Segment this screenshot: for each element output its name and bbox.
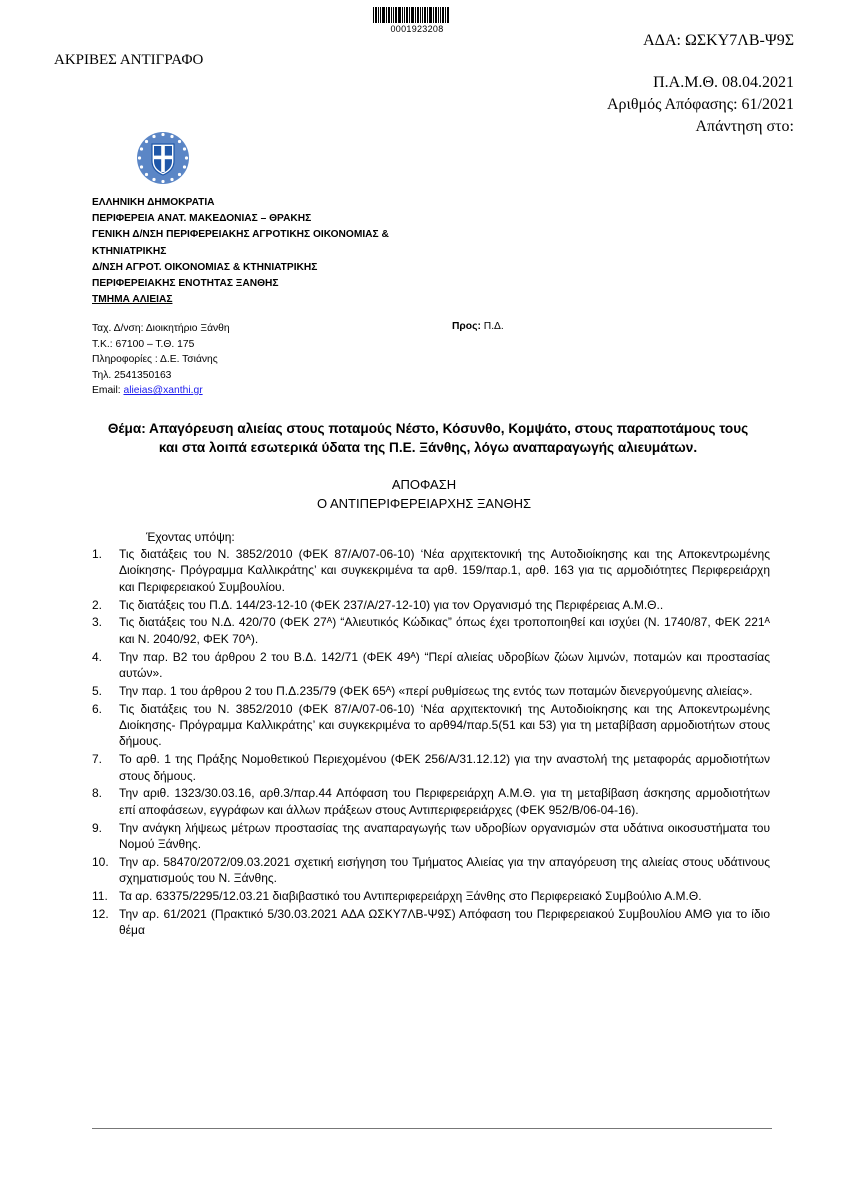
list-item-number: 7.	[92, 752, 103, 767]
list-item	[92, 888, 770, 904]
list-item-text: Τις διατάξεις του Ν.Δ. 420/70 (ΦΕΚ 27ᴬ) “Αλιευτικός Κώδικας” όπως έχει τροποποιηθεί και ισχύει (Ν. 1740/87, ΦΕΚ 221ᴬ και Ν. 2040/92, ΦΕΚ 70ᴬ).	[119, 615, 770, 646]
list-item-number: 2.	[92, 597, 103, 612]
list-item-number: 12.	[92, 906, 109, 921]
contact-postal: Τ.Κ.: 67100 – Τ.Θ. 175	[92, 338, 195, 350]
authority-line: Δ/ΝΣΗ ΑΓΡΟΤ. ΟΙΚΟΝΟΜΙΑΣ & ΚΤΗΝΙΑΤΡΙΚΗΣ	[92, 261, 318, 273]
list-item-text: Τις διατάξεις του Ν. 3852/2010 (ΦΕΚ 87/Α/07-06-10) ‘Νέα αρχιτεκτονική της Αυτοδιοίκησης και της Αποκεντρωμένης Διοίκησης- Πρόγραμμα Καλλικράτης’ και συγκεκριμένα το αρθ94/παρ.5(51 και 53) για τη μεταβίβαση αρμοδιοτήτων στους δήμους.	[119, 701, 770, 749]
contact-details	[92, 321, 230, 399]
ada-code: ΑΔΑ: ΩΣΚΥ7ΛΒ-Ψ9Σ	[643, 32, 794, 49]
list-item-text: Την αριθ. 1323/30.03.16, αρθ.3/παρ.44 Απόφαση του Περιφερειάρχη Α.Μ.Θ. για τη μεταβίβαση άσκησης αρμοδιοτήτων επί αποφάσεων, εγγράφων και άλλων πράξεων στους Αντιπεριφερειάρχες (ΦΕΚ 952/Β/06-04-16).	[119, 786, 770, 817]
authority-line: ΕΛΛΗΝΙΚΗ ΔΗΜΟΚΡΑΤΙΑ	[92, 197, 215, 208]
list-item-text: Τα αρ. 63375/2295/12.03.21 διαβιβαστικό του Αντιπεριφερειάρχη Ξάνθης στο Περιφερειακό Συμβούλιο Α.Μ.Θ.	[119, 889, 702, 904]
list-item-text: Την αρ. 58470/2072/09.03.2021 σχετική εισήγηση του Τμήματος Αλιείας για την απαγόρευση της αλιείας στους υδάτινους σχηματισμούς του Ν. Ξάνθης.	[119, 854, 770, 886]
list-item	[92, 854, 770, 887]
authority-line: ΠΕΡΙΦΕΡΕΙΑΚΗΣ ΕΝΟΤΗΤΑΣ ΞΑΝΘΗΣ	[92, 278, 279, 290]
footer-divider	[92, 1128, 772, 1129]
authority-line: ΚΤΗΝΙΑΤΡΙΚΗΣ	[92, 245, 167, 257]
list-item	[92, 751, 770, 784]
reply-to: Απάντηση στο:	[695, 118, 794, 135]
list-item	[92, 683, 770, 699]
list-item	[92, 701, 770, 750]
list-item	[92, 649, 770, 682]
list-item-text: Τις διατάξεις του Ν. 3852/2010 (ΦΕΚ 87/Α/07-06-10) ‘Νέα αρχιτεκτονική της Αυτοδιοίκησης και της Αποκεντρωμένης Διοίκησης- Πρόγραμμα Καλλικράτης’ και συγκεκριμένα τα αρθ. 159/παρ.1, αρθ. 163 για τις αρμοδιότητες Περιφερειάρχη και Περιφερειακού Συμβουλίου.	[119, 547, 770, 594]
greek-coat-of-arms-icon	[136, 131, 190, 185]
list-item-text: Το αρθ. 1 της Πράξης Νομοθετικού Περιεχομένου (ΦΕΚ 256/Α/31.12.12) για την αναστολή της μεταφοράς αρμοδιοτήτων στους δήμους.	[119, 752, 770, 783]
subject-label: Θέμα:	[107, 421, 146, 436]
list-item	[92, 785, 770, 818]
subject	[88, 419, 768, 457]
contact-email-row	[92, 383, 230, 399]
list-item-number: 5.	[92, 683, 103, 698]
list-item-text: Την παρ. 1 του άρθρου 2 του Π.Δ.235/79 (ΦΕΚ 65ᴬ) «περί ρυθμίσεως της εντός των ποταμών διενεργούμενης αλιείας».	[119, 683, 753, 698]
list-item	[92, 597, 770, 613]
considerations-list	[92, 546, 770, 940]
recipient	[452, 321, 504, 332]
list-item-number: 8.	[92, 786, 103, 801]
contact-info: Πληροφορίες : Δ.Ε. Τσιάνης	[92, 354, 218, 365]
list-item-number: 9.	[92, 820, 103, 835]
list-item-number: 10.	[92, 854, 109, 869]
list-item-text: Την ανάγκη λήψεως μέτρων προστασίας της αναπαραγωγής των υδροβίων οργανισμών στα υδάτινα οικοσυστήματα του Νομού Ξάνθης.	[119, 820, 770, 852]
issuing-authority	[92, 195, 452, 308]
decision-heading	[0, 475, 848, 513]
subject-line-1: Θέμα: Απαγόρευση αλιείας στους ποταμούς Νέστο, Κόσυνθο, Κομψάτο, στους παραποτάμους τους	[107, 421, 749, 436]
authority-line: ΓΕΝΙΚΗ Δ/ΝΣΗ ΠΕΡΙΦΕΡΕΙΑΚΗΣ ΑΓΡΟΤΙΚΗΣ ΟΙΚΟΝΟΜΙΑΣ &	[92, 229, 389, 241]
contact-address: Ταχ. Δ/νση: Διοικητήριο Ξάνθη	[92, 323, 230, 334]
barcode-number: 0001923208	[390, 24, 444, 34]
list-item-text: Τις διατάξεις του Π.Δ. 144/23-12-10 (ΦΕΚ 237/Α/27-12-10) για τον Οργανισμό της Περιφέρειας Α.Μ.Θ..	[119, 597, 664, 612]
list-item-number: 1.	[92, 547, 103, 561]
list-item	[92, 820, 770, 853]
contact-email-label: Email:	[92, 385, 124, 396]
contact-email-link[interactable]: alieias@xanthi.gr	[123, 385, 203, 396]
barcode	[373, 7, 458, 23]
decision-issuer: Ο ΑΝΤΙΠΕΡΙΦΕΡΕΙΑΡΧΗΣ ΞΑΝΘΗΣ	[316, 496, 532, 511]
list-item	[92, 906, 770, 939]
document-date: Π.Α.Μ.Θ. 08.04.2021	[653, 74, 794, 91]
list-item-number: 3.	[92, 615, 103, 630]
list-item	[92, 546, 770, 595]
decision-title: ΑΠΟΦΑΣΗ	[391, 477, 457, 492]
list-item	[92, 614, 770, 647]
recipient-label: Προς:	[452, 321, 481, 332]
subject-line-2: και στα λοιπά εσωτερικά ύδατα της Π.Ε. Ξάνθης, λόγω αναπαραγωγής αλιευμάτων.	[158, 440, 698, 455]
authority-line: ΠΕΡΙΦΕΡΕΙΑ ΑΝΑΤ. ΜΑΚΕΔΟΝΙΑΣ – ΘΡΑΚΗΣ	[92, 213, 312, 225]
list-item-text: Την παρ. Β2 του άρθρου 2 του Β.Δ. 142/71 (ΦΕΚ 49ᴬ) “Περί αλιείας υδροβίων ζώων λιμνών, ποταμών και προστασίας αυτών».	[119, 649, 770, 681]
list-item-number: 11.	[92, 889, 108, 904]
list-item-number: 6.	[92, 701, 103, 716]
considering-label: Έχοντας υπόψη:	[146, 530, 235, 544]
contact-phone: Τηλ. 2541350163	[92, 369, 172, 381]
certified-copy-label: ΑΚΡΙΒΕΣ ΑΝΤΙΓΡΑΦΟ	[54, 52, 204, 68]
list-item-number: 4.	[92, 649, 103, 664]
decision-number: Αριθμός Απόφασης: 61/2021	[606, 96, 794, 113]
department-name: ΤΜΗΜΑ ΑΛΙΕΙΑΣ	[92, 294, 173, 306]
recipient-value: Π.Δ.	[480, 321, 504, 332]
list-item-text: Την αρ. 61/2021 (Πρακτικό 5/30.03.2021 ΑΔΑ ΩΣΚΥ7ΛΒ-Ψ9Σ) Απόφαση του Περιφερειακού Συμβουλίου ΑΜΘ για το ίδιο θέμα	[119, 906, 770, 938]
